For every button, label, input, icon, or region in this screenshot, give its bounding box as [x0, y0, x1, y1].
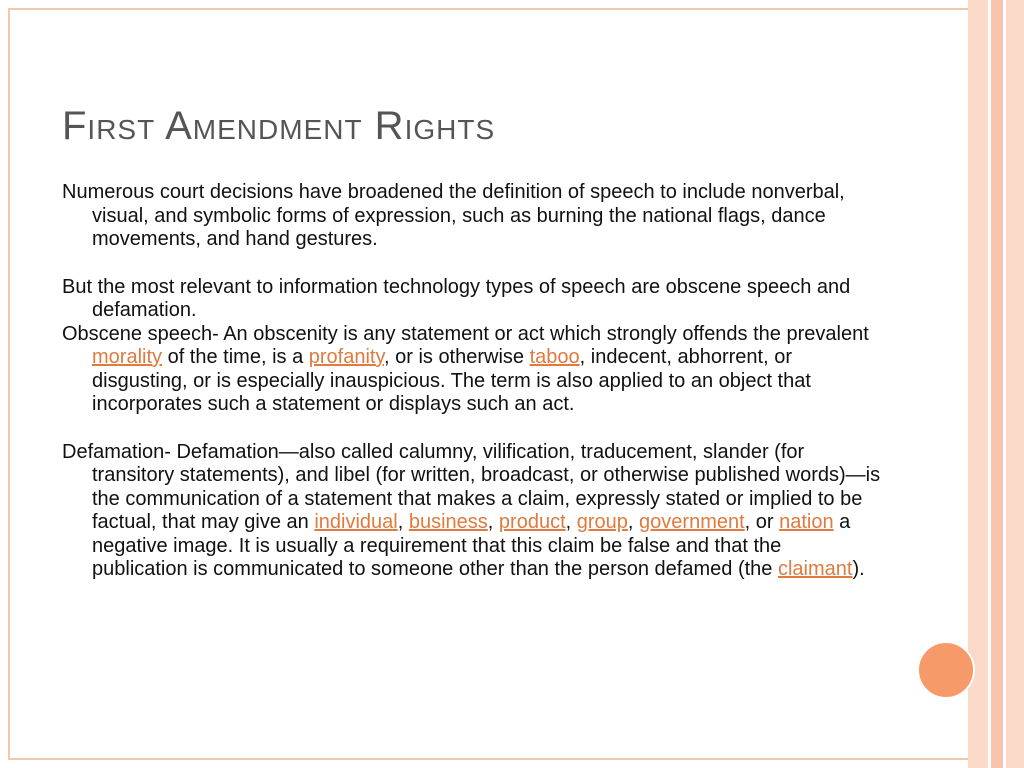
- separator: , or: [744, 511, 780, 533]
- paragraph-defamation: [62, 441, 882, 582]
- obscene-text: , indecent, abhorrent, or disgusting, or is especially inauspicious. The term is also applied to an object that incorporates such a statement or displays such an act.: [92, 346, 811, 415]
- slide-body: [62, 181, 882, 582]
- obscene-text: Obscene speech- An obscenity is any statement or act which strongly offends the prevalent: [62, 322, 869, 345]
- paragraph-spacer: [62, 417, 882, 441]
- link-group[interactable]: group: [576, 511, 628, 533]
- obscene-text: , or is otherwise: [383, 346, 530, 368]
- link-nation[interactable]: nation: [779, 511, 834, 533]
- link-individual[interactable]: individual: [314, 511, 398, 533]
- defamation-text: ).: [852, 558, 865, 580]
- decorative-circle: [917, 641, 975, 699]
- paragraph-relevant-speech: But the most relevant to information technology types of speech are obscene speech and defamation.: [62, 275, 851, 321]
- decorative-stripe: [991, 0, 1003, 768]
- link-taboo[interactable]: taboo: [529, 346, 580, 368]
- decorative-stripe: [1006, 0, 1024, 768]
- obscene-text: of the time, is a: [162, 346, 309, 368]
- paragraph-spacer: [62, 252, 882, 276]
- link-claimant[interactable]: claimant: [777, 558, 853, 580]
- separator: ,: [397, 511, 409, 533]
- separator: ,: [565, 511, 577, 533]
- paragraph-obscene-speech: [62, 323, 882, 417]
- paragraph-speech-definition: Numerous court decisions have broadened the definition of speech to include nonverbal, visual, and symbolic forms of expression, such as burning the national flags, dance movements, and hand gestures.: [62, 181, 845, 250]
- decorative-stripe: [968, 0, 988, 768]
- slide-title: First Amendment Rights: [62, 104, 496, 148]
- defamation-text: a negative image. It is usually a requirement that this claim be false and that the publication is communicated to someone other than the person defamed (the: [92, 511, 851, 580]
- defamation-text: Defamation- Defamation—also called calumny, vilification, traducement, slander (for transitory statements), and libel (for written, broadcast, or otherwise published words)—is the communication of a statement that makes a claim, expressly stated or implied to be factual, that may give an: [62, 440, 881, 533]
- link-government[interactable]: government: [639, 511, 745, 533]
- link-business[interactable]: business: [408, 511, 488, 533]
- separator: ,: [627, 511, 640, 533]
- link-product[interactable]: product: [498, 511, 566, 533]
- link-morality[interactable]: morality: [92, 346, 163, 368]
- link-profanity[interactable]: profanity: [308, 346, 384, 368]
- separator: ,: [487, 511, 499, 533]
